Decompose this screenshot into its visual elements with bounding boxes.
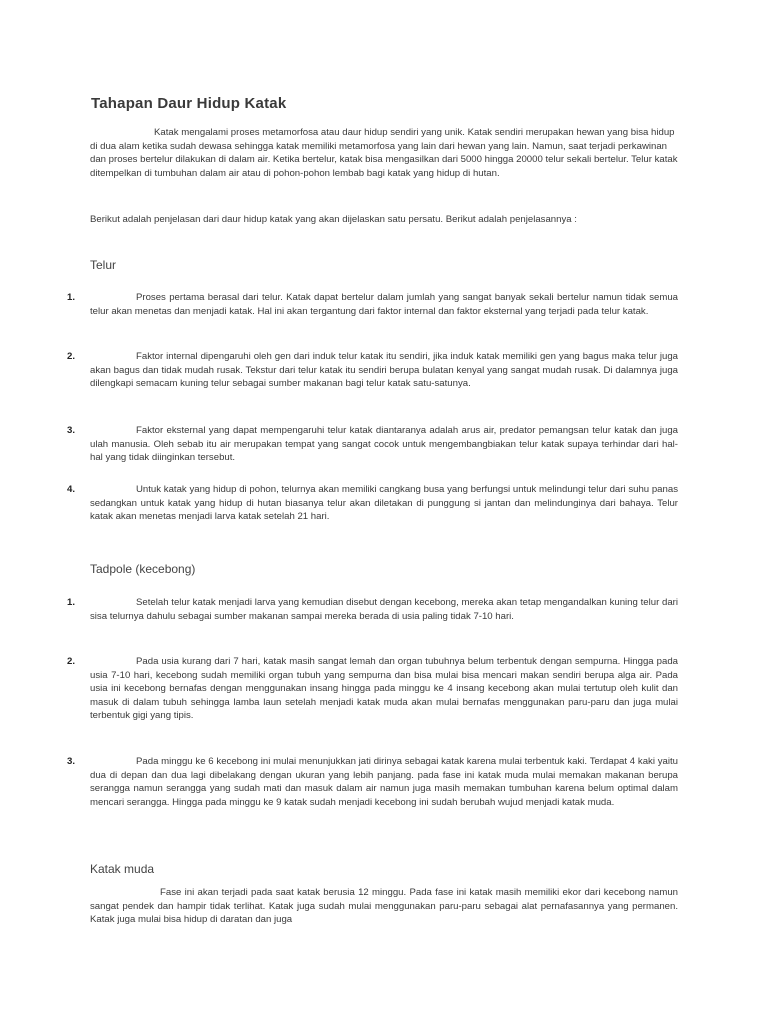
- section-heading-katak-muda: Katak muda: [90, 862, 155, 876]
- list-item-text: Pada usia kurang dari 7 hari, katak masih sangat lemah dan organ tubuhnya belum terbentuk dengan sempurna. Hingga pada usia 7-10 hari, kecebong sudah memiliki organ tubuh yang sempurna dan bisa mulai bisa mencari makan sendiri berupa alga air. Pada usia ini kecebong bernafas dengan menggunakan insang hingga pada minggu ke 4 insang kecebong akan mulai tertutup oleh kulit dan masuk di dalam tubuh sehingga lamba laun setelah menjadi katak muda akan mulai bernafas menggunakan paru-paru dan juga mulai terbentuk gigi yang tipis.: [90, 656, 678, 722]
- list-item-text: Proses pertama berasal dari telur. Katak dapat bertelur dalam jumlah yang sangat banyak sekali bertelur namun tidak semua telur akan menetas dan menjadi katak. Hal ini akan tergantung dari faktor internal dan faktor eksternal yang terjadi pada telur katak.: [90, 292, 678, 317]
- section-heading-telur: Telur: [90, 258, 117, 272]
- intro-paragraph: Katak mengalami proses metamorfosa atau daur hidup sendiri yang unik. Katak sendiri merupakan hewan yang bisa hidup di dua alam ketika sudah dewasa sehingga katak memiliki metamorfosa yang lain dari hewan yang lain. Namun, saat terjadi perkawinan dan proses bertelur dilakukan di dalam air. Ketika bertelur, katak bisa mengasilkan dari 5000 hingga 20000 telur sekali bertelur. Telur katak ditempelkan di tumbuhan dalam air atau di pohon-pohon lembab bagi katak yang hidup di hutan.: [90, 127, 678, 179]
- list-number: 1.: [67, 292, 76, 303]
- section-heading-tadpole: Tadpole (kecebong): [90, 562, 196, 576]
- list-item-text: Setelah telur katak menjadi larva yang kemudian disebut dengan kecebong, mereka akan tetap mengandalkan kuning telur dari sisa telurnya dahulu sebagai sumber makanan sampai mereka berada di usia paling tidak 7-10 hari.: [90, 597, 678, 622]
- list-number: 2.: [67, 351, 76, 362]
- list-number: 1.: [67, 597, 76, 608]
- list-item-text: Untuk katak yang hidup di pohon, telurnya akan memiliki cangkang busa yang berfungsi untuk melindungi telur dari suhu panas sedangkan untuk katak yang hidup di hutan biasanya telur akan diletakan di punggung si jantan dan melindunginya dari bahaya. Telur katak akan menetas menjadi larva katak setelah 21 hari.: [90, 484, 678, 523]
- list-item-text: Pada minggu ke 6 kecebong ini mulai menunjukkan jati dirinya sebagai katak karena mulai terbentuk kaki. Terdapat 4 kaki yaitu dua di depan dan dua lagi dibelakang dengan ukuran yang lebih panjang. pada fase ini katak muda mulai memakan makanan berupa serangga namun serangga yang sudah mati dan masuk dalam air namun juga masih memakan tumbuhan karena belum optimal dalam mencari serangga. Hingga pada minggu ke 9 katak sudah menjadi kecebong ini sudah berubah wujud menjadi katak muda.: [90, 756, 678, 808]
- list-number: 2.: [67, 656, 76, 667]
- list-number: 4.: [67, 484, 76, 495]
- list-item-text: Faktor internal dipengaruhi oleh gen dari induk telur katak itu sendiri, jika induk katak memiliki gen yang bagus maka telur juga akan bagus dan tidak mudah rusak. Tekstur dari telur katak itu sendiri berupa bulatan kenyal yang sangat mudah rusak. Di dalamnya juga dilengkapi semacam kuning telur sebagai sumber makanan bagi telur katak satu-satunya.: [90, 351, 678, 390]
- list-number: 3.: [67, 425, 76, 436]
- intro-paragraph-2: Berikut adalah penjelasan dari daur hidup katak yang akan dijelaskan satu persatu. Berikut adalah penjelasannya :: [90, 214, 577, 225]
- list-number: 3.: [67, 756, 76, 767]
- katak-muda-paragraph: Fase ini akan terjadi pada saat katak berusia 12 minggu. Pada fase ini katak masih memiliki ekor dari kecebong namun sangat pendek dan hampir tidak terlihat. Katak juga sudah mulai menggunakan paru-paru sebagai alat pernafasannya yang permanen. Katak juga mulai bisa hidup di daratan dan juga: [90, 887, 678, 926]
- document-title: Tahapan Daur Hidup Katak: [91, 95, 287, 112]
- list-item-text: Faktor eksternal yang dapat mempengaruhi telur katak diantaranya adalah arus air, predator pemangsan telur katak dan juga ulah manusia. Oleh sebab itu air merupakan tempat yang sangat cocok untuk mengembangbiakan telur katak supaya terhindar dari hal-hal yang tidak diinginkan tersebut.: [90, 425, 678, 464]
